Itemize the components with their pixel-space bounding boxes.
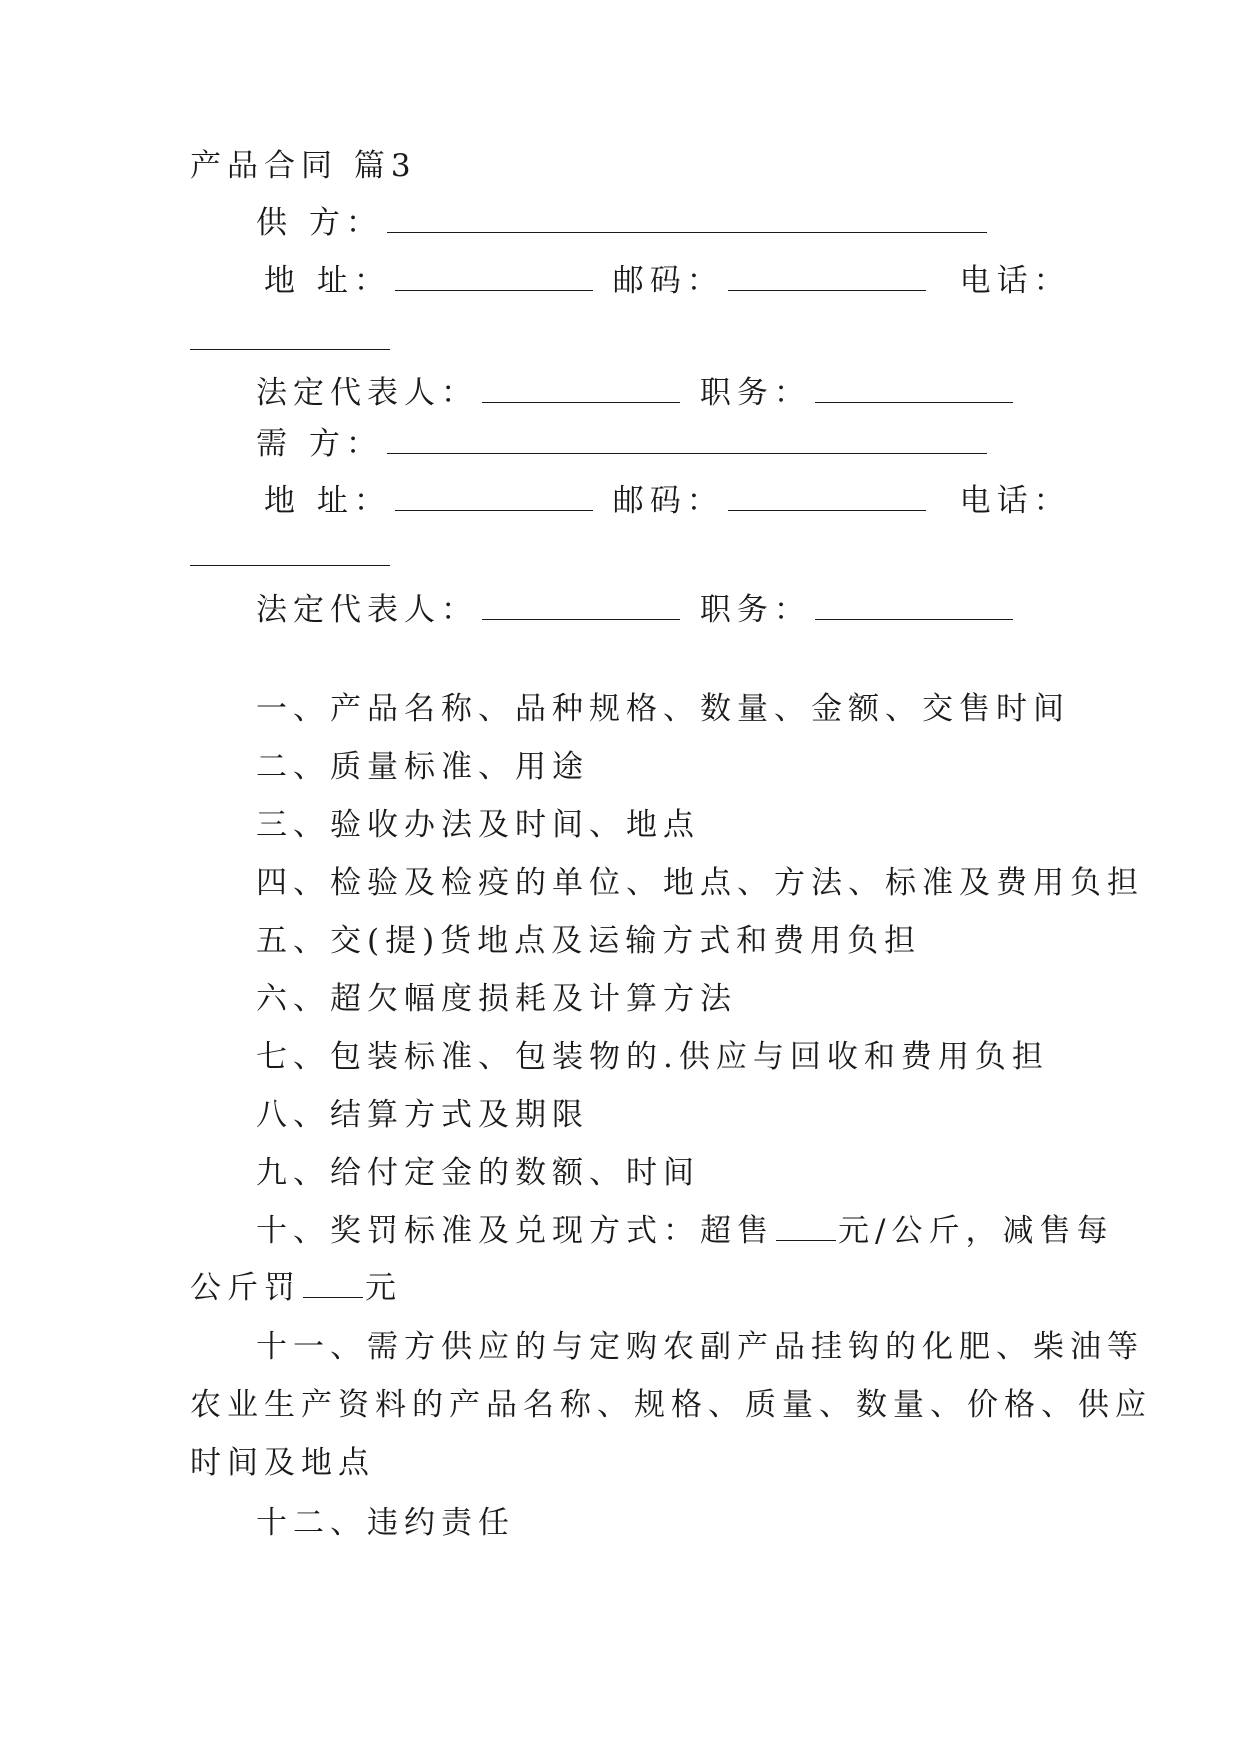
buyer-address-field[interactable] <box>395 484 593 511</box>
clause-1: 一、产品名称、品种规格、数量、金额、交售时间 <box>256 691 1070 727</box>
supplier-address-row <box>264 261 1071 301</box>
page-title: 产品合同 篇3 <box>190 148 417 184</box>
clause-10-penalty-field[interactable] <box>303 1271 363 1298</box>
supplier-party-field[interactable] <box>387 206 987 233</box>
clause-3: 三、验收办法及时间、地点 <box>256 807 700 843</box>
buyer-address-row <box>264 481 1071 521</box>
clause-10-text-2: 元/公斤，减售每 <box>838 1213 1114 1249</box>
clause-11-line-1: 十一、需方供应的与定购农副产品挂钩的化肥、柴油等 <box>256 1329 1144 1365</box>
supplier-address-label: 地 址： <box>264 263 391 299</box>
buyer-postcode-label: 邮码： <box>612 483 724 519</box>
supplier-postcode-label: 邮码： <box>612 263 724 299</box>
buyer-phone-continuation <box>190 536 1051 576</box>
supplier-phone-continuation <box>190 320 1051 360</box>
clause-10-reward-field[interactable] <box>776 1214 836 1241</box>
supplier-party-row <box>256 203 1051 243</box>
clause-10-text-1: 十、奖罚标准及兑现方式：超售 <box>256 1213 774 1249</box>
buyer-phone-label: 电话： <box>959 483 1071 519</box>
clause-8: 八、结算方式及期限 <box>256 1097 589 1133</box>
supplier-rep-field[interactable] <box>482 376 680 403</box>
supplier-phone-field[interactable] <box>190 323 390 350</box>
supplier-rep-row <box>256 373 1051 413</box>
buyer-rep-row <box>256 590 1051 630</box>
supplier-position-label: 职务： <box>699 375 811 411</box>
supplier-position-field[interactable] <box>815 376 1013 403</box>
clause-10-line-2 <box>190 1268 1051 1308</box>
clause-10-text-3: 公斤罚 <box>190 1270 301 1306</box>
supplier-address-field[interactable] <box>395 264 593 291</box>
buyer-address-label: 地 址： <box>264 483 391 519</box>
supplier-postcode-field[interactable] <box>728 264 926 291</box>
supplier-phone-label: 电话： <box>959 263 1071 299</box>
buyer-rep-field[interactable] <box>482 593 680 620</box>
clause-9: 九、给付定金的数额、时间 <box>256 1155 700 1191</box>
buyer-position-label: 职务： <box>699 592 811 628</box>
clause-10-line-1 <box>256 1211 1114 1251</box>
supplier-rep-label: 法定代表人： <box>256 375 478 411</box>
clause-12: 十二、违约责任 <box>256 1505 515 1541</box>
buyer-party-label: 需 方： <box>256 426 383 462</box>
buyer-phone-field[interactable] <box>190 539 390 566</box>
buyer-rep-label: 法定代表人： <box>256 592 478 628</box>
clause-4: 四、检验及检疫的单位、地点、方法、标准及费用负担 <box>256 865 1144 901</box>
clause-7: 七、包装标准、包装物的.供应与回收和费用负担 <box>256 1039 1049 1075</box>
buyer-position-field[interactable] <box>815 593 1013 620</box>
buyer-party-field[interactable] <box>387 427 987 454</box>
clause-6: 六、超欠幅度损耗及计算方法 <box>256 981 737 1017</box>
clause-11-line-2: 农业生产资料的产品名称、规格、质量、数量、价格、供应 <box>190 1387 1152 1423</box>
buyer-postcode-field[interactable] <box>728 484 926 511</box>
clause-5: 五、交(提)货地点及运输方式和费用负担 <box>256 923 922 959</box>
supplier-party-label: 供 方： <box>256 205 383 241</box>
clause-2: 二、质量标准、用途 <box>256 749 589 785</box>
clause-11-line-3: 时间及地点 <box>190 1445 375 1481</box>
clause-10-text-4: 元 <box>365 1270 402 1306</box>
buyer-party-row <box>256 424 1051 464</box>
